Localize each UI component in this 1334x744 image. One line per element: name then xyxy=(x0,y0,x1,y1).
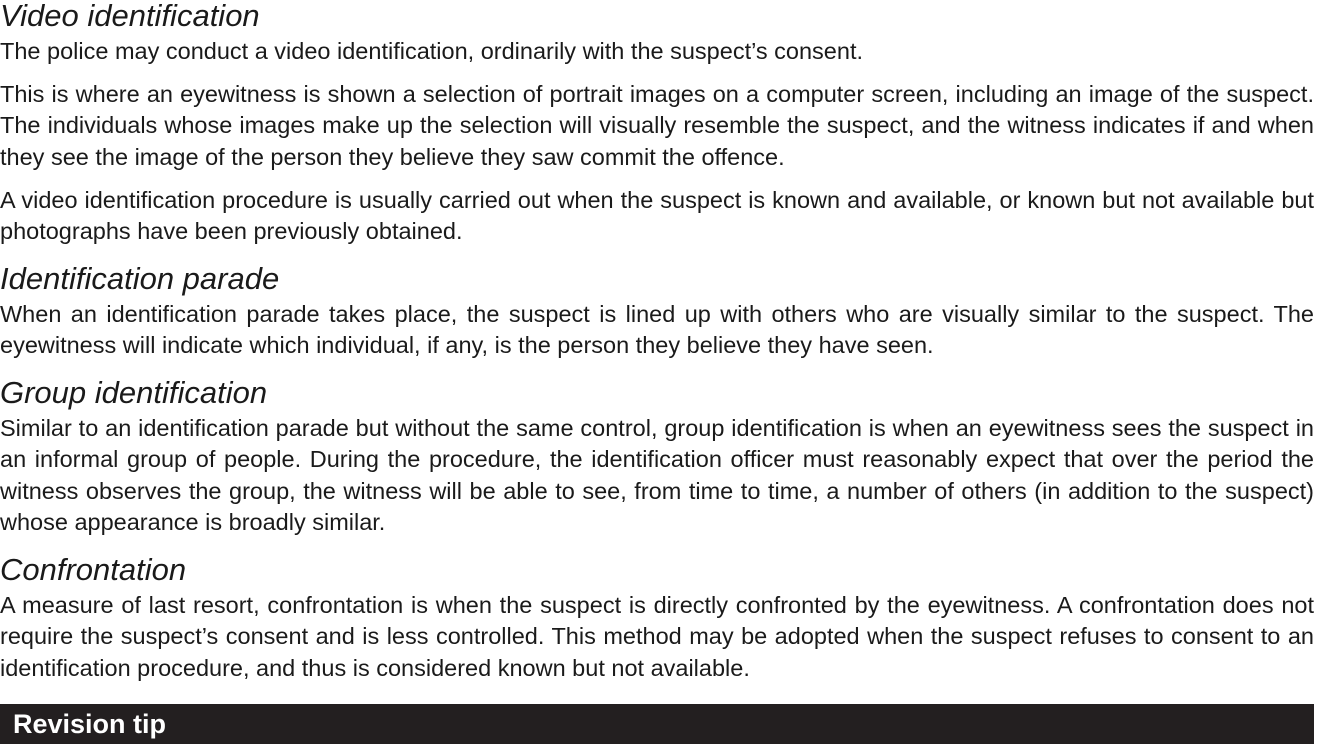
paragraph-confrontation: A measure of last resort, confrontation is when the suspect is directly confronted by the eyewitness. A confrontation does not require the suspect’s consent and is less controlled. This method may be adopted when the suspect refuses to consent to an identification procedure, and thus is considered known but not available. xyxy=(0,592,1314,681)
section-heading-identification-parade: Identification parade xyxy=(0,261,280,296)
section-heading-video-identification: Video identification xyxy=(0,0,260,33)
section-heading-group-identification: Group identification xyxy=(0,375,268,410)
paragraph-group-identification: Similar to an identification parade but without the same control, group identification is when an eyewitness sees the suspect in an informal group of people. During the procedure, the identification officer must reasonably expect that over the period the witness observes the group, the witness will be able to see, from time to time, a number of others (in addition to the suspect) whose appearance is broadly similar. xyxy=(0,415,1314,535)
revision-tip-box xyxy=(0,704,1314,744)
paragraph-video-usage: A video identification procedure is usually carried out when the suspect is known and available, or known but not available but photographs have been previously obtained. xyxy=(0,187,1314,245)
paragraph-video-description: This is where an eyewitness is shown a selection of portrait images on a computer screen, including an image of the suspect. The individuals whose images make up the selection will visually resemble the suspect, and the witness indicates if and when they see the image of the person they believe they saw commit the offence. xyxy=(0,81,1314,170)
revision-tip-title: Revision tip xyxy=(13,709,167,739)
section-heading-confrontation: Confrontation xyxy=(0,552,187,587)
paragraph-identification-parade: When an identification parade takes place, the suspect is lined up with others who are visually similar to the suspect. The eyewitness will indicate which individual, if any, is the person they believe they have seen. xyxy=(0,301,1314,359)
paragraph-video-consent: The police may conduct a video identification, ordinarily with the suspect’s consent. xyxy=(0,38,864,64)
